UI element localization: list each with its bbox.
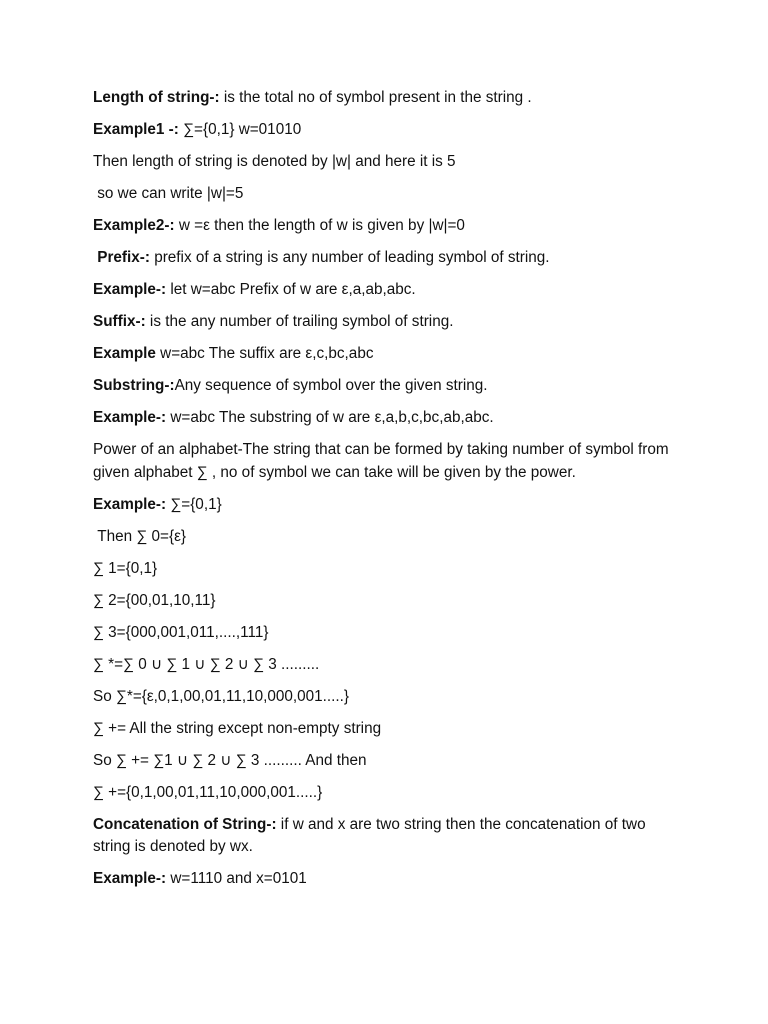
paragraph-text: Then ∑ 0={ε} — [93, 527, 186, 545]
paragraph-text: if w and x are two string then the concatenation of two string is denoted by wx. — [93, 815, 650, 855]
term-label: Prefix-: — [93, 249, 150, 266]
paragraph-text: is the total no of symbol present in the string . — [219, 89, 532, 106]
paragraph-concatenation — [93, 814, 673, 859]
paragraph-text: So ∑*={ε,0,1,00,01,11,10,000,001.....} — [93, 687, 350, 705]
paragraph-text: ∑ 3={000,001,011,....,111} — [93, 623, 269, 641]
paragraph-text: ∑ *=∑ 0 ∪ ∑ 1 ∪ ∑ 2 ∪ ∑ 3 ......... — [93, 655, 320, 673]
paragraph-sigma-3 — [93, 622, 673, 645]
paragraph-suffix — [93, 311, 673, 334]
paragraph-substring-example — [93, 407, 673, 430]
paragraph-text: So ∑ += ∑1 ∪ ∑ 2 ∪ ∑ 3 ......... And then — [93, 751, 367, 769]
paragraph-text: ∑ +={0,1,00,01,11,10,000,001.....} — [93, 783, 323, 801]
term-label: Example-: — [93, 409, 167, 426]
paragraph-length-of-string — [93, 87, 673, 110]
paragraph-sigma-2 — [93, 590, 673, 613]
paragraph-text: w=abc The substring of w are ε,a,b,c,bc,ab,abc. — [166, 409, 494, 426]
paragraph-prefix — [93, 247, 673, 270]
paragraph-text: w =ε then the length of w is given by |w|=0 — [174, 217, 465, 234]
term-label: Example-: — [93, 495, 167, 513]
paragraph-prefix-example — [93, 279, 673, 302]
paragraph-substring — [93, 375, 673, 398]
paragraph-sigma-1 — [93, 558, 673, 581]
term-label: Example-: — [93, 870, 167, 887]
paragraph-length-result — [93, 183, 673, 206]
paragraph-text: Any sequence of symbol over the given string. — [174, 377, 488, 394]
paragraph-power-example — [93, 494, 673, 517]
term-label: Concatenation of String-: — [93, 815, 277, 833]
paragraph-kleene-plus-union — [93, 750, 673, 773]
paragraph-kleene-star-set — [93, 686, 673, 709]
term-label: Example1 -: — [93, 121, 179, 138]
paragraph-example1 — [93, 119, 673, 142]
paragraph-text: is the any number of trailing symbol of string. — [145, 313, 454, 330]
paragraph-example2 — [93, 215, 673, 238]
term-label: Length of string-: — [93, 89, 220, 106]
document-page — [93, 87, 673, 900]
paragraph-text: so we can write |w|=5 — [93, 185, 244, 202]
paragraph-text: w=abc The suffix are ε,c,bc,abc — [155, 345, 374, 362]
paragraph-length-notation — [93, 151, 673, 174]
paragraph-concatenation-example — [93, 868, 673, 891]
paragraph-text: ∑ += All the string except non-empty string — [93, 719, 382, 737]
paragraph-text: let w=abc Prefix of w are ε,a,ab,abc. — [166, 281, 416, 298]
paragraph-kleene-star — [93, 654, 673, 677]
paragraph-sigma-0 — [93, 526, 673, 549]
paragraph-suffix-example — [93, 343, 673, 366]
paragraph-power-of-alphabet — [93, 439, 673, 484]
paragraph-text: ∑={0,1} — [166, 495, 222, 513]
paragraph-text: ∑ 1={0,1} — [93, 559, 158, 577]
term-label: Example2-: — [93, 217, 175, 234]
term-label: Example-: — [93, 281, 167, 298]
paragraph-text: Power of an alphabet-The string that can be formed by taking number of symbol from given alphabet ∑ , no of symbol we can take will be given by the power. — [93, 441, 673, 481]
term-label: Substring-: — [93, 377, 175, 394]
term-label: Suffix-: — [93, 313, 146, 330]
paragraph-kleene-plus-set — [93, 782, 673, 805]
term-label: Example — [93, 345, 156, 362]
paragraph-text: ∑={0,1} w=01010 — [178, 121, 302, 138]
paragraph-text: Then length of string is denoted by |w| and here it is 5 — [93, 153, 456, 170]
paragraph-text: w=1110 and x=0101 — [166, 870, 307, 887]
paragraph-text: ∑ 2={00,01,10,11} — [93, 591, 216, 609]
paragraph-kleene-plus — [93, 718, 673, 741]
paragraph-text: prefix of a string is any number of leading symbol of string. — [149, 249, 550, 266]
